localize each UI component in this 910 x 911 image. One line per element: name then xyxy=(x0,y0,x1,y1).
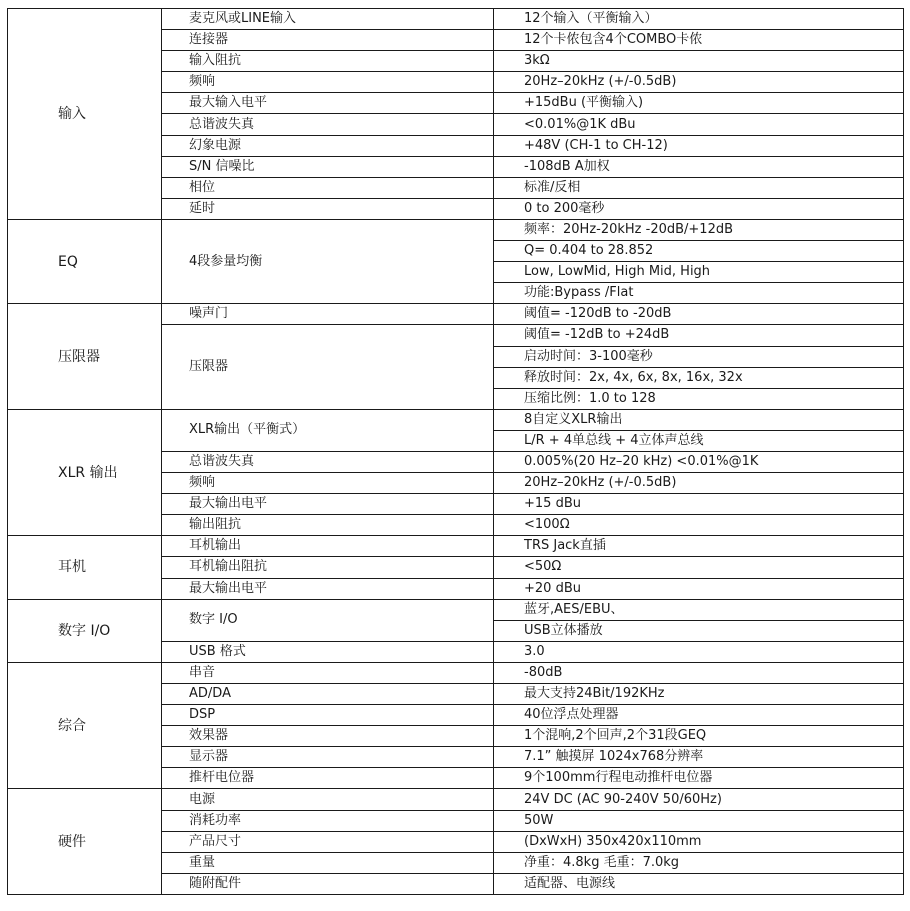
param-value: 蓝牙,AES/EBU、 xyxy=(494,599,904,620)
param-value: USB立体播放 xyxy=(494,620,904,641)
spec-row xyxy=(8,662,904,683)
spec-row xyxy=(8,536,904,557)
param-value: TRS Jack直插 xyxy=(494,536,904,557)
param-value: (DxWxH) 350x420x110mm xyxy=(494,831,904,852)
param-name: 效果器 xyxy=(162,726,494,747)
param-name: 最大输入电平 xyxy=(162,93,494,114)
param-value: 20Hz–20kHz (+/-0.5dB) xyxy=(494,72,904,93)
param-name: 随附配件 xyxy=(162,873,494,894)
param-name: 数字 I/O xyxy=(162,599,494,641)
param-name: 压限器 xyxy=(162,325,494,409)
param-name: 串音 xyxy=(162,662,494,683)
param-value: 功能:Bypass /Flat xyxy=(494,283,904,304)
param-name: 输出阻抗 xyxy=(162,515,494,536)
section-name: XLR 输出 xyxy=(8,409,162,536)
param-value: 适配器、电源线 xyxy=(494,873,904,894)
param-name: XLR输出（平衡式） xyxy=(162,409,494,451)
param-name: 频响 xyxy=(162,72,494,93)
param-value: 最大支持24Bit/192KHz xyxy=(494,684,904,705)
spec-row xyxy=(8,9,904,30)
param-value: 12个输入（平衡输入） xyxy=(494,9,904,30)
param-name: 耳机输出阻抗 xyxy=(162,557,494,578)
param-value: <0.01%@1K dBu xyxy=(494,114,904,135)
spec-row xyxy=(8,789,904,810)
param-name: 电源 xyxy=(162,789,494,810)
section-name: 耳机 xyxy=(8,536,162,599)
param-value: 频率：20Hz-20kHz -20dB/+12dB xyxy=(494,219,904,240)
param-name: 输入阻抗 xyxy=(162,51,494,72)
param-value: 1个混响,2个回声,2个31段GEQ xyxy=(494,726,904,747)
param-value: 40位浮点处理器 xyxy=(494,705,904,726)
param-name: 重量 xyxy=(162,852,494,873)
param-name: 噪声门 xyxy=(162,304,494,325)
param-value: +15 dBu xyxy=(494,494,904,515)
param-name: USB 格式 xyxy=(162,641,494,662)
param-value: 12个卡侬包含4个COMBO卡侬 xyxy=(494,30,904,51)
param-name: 耳机输出 xyxy=(162,536,494,557)
param-value: 3kΩ xyxy=(494,51,904,72)
param-value: 阈值= -120dB to -20dB xyxy=(494,304,904,325)
param-name: 4段参量均衡 xyxy=(162,219,494,303)
param-name: 最大输出电平 xyxy=(162,494,494,515)
param-value: 8自定义XLR输出 xyxy=(494,409,904,430)
param-name: 连接器 xyxy=(162,30,494,51)
param-value: 3.0 xyxy=(494,641,904,662)
spec-row xyxy=(8,304,904,325)
param-value: L/R + 4单总线 + 4立体声总线 xyxy=(494,430,904,451)
param-value: 启动时间：3-100毫秒 xyxy=(494,346,904,367)
param-value: Q= 0.404 to 28.852 xyxy=(494,241,904,262)
param-value: 7.1” 触摸屏 1024x768分辨率 xyxy=(494,747,904,768)
param-name: 最大输出电平 xyxy=(162,578,494,599)
param-value: 标准/反相 xyxy=(494,177,904,198)
param-name: 延时 xyxy=(162,198,494,219)
section-name: 硬件 xyxy=(8,789,162,894)
spec-table xyxy=(7,8,904,895)
param-name: 显示器 xyxy=(162,747,494,768)
param-name: 产品尺寸 xyxy=(162,831,494,852)
param-value: 50W xyxy=(494,810,904,831)
spec-table-body xyxy=(8,9,904,895)
param-value: -108dB A加权 xyxy=(494,156,904,177)
param-name: 消耗功率 xyxy=(162,810,494,831)
param-name: 频响 xyxy=(162,473,494,494)
param-name: AD/DA xyxy=(162,684,494,705)
section-name: 输入 xyxy=(8,9,162,220)
param-name: DSP xyxy=(162,705,494,726)
param-value: -80dB xyxy=(494,662,904,683)
spec-row xyxy=(8,409,904,430)
param-value: 0.005%(20 Hz–20 kHz) <0.01%@1K xyxy=(494,451,904,472)
param-name: 幻象电源 xyxy=(162,135,494,156)
param-value: 阈值= -12dB to +24dB xyxy=(494,325,904,346)
param-value: <50Ω xyxy=(494,557,904,578)
section-name: 数字 I/O xyxy=(8,599,162,662)
section-name: EQ xyxy=(8,219,162,303)
param-value: 20Hz–20kHz (+/-0.5dB) xyxy=(494,473,904,494)
param-value: 净重：4.8kg 毛重：7.0kg xyxy=(494,852,904,873)
param-value: 释放时间：2x, 4x, 6x, 8x, 16x, 32x xyxy=(494,367,904,388)
section-name: 综合 xyxy=(8,662,162,789)
param-value: +48V (CH-1 to CH-12) xyxy=(494,135,904,156)
param-value: 9个100mm行程电动推杆电位器 xyxy=(494,768,904,789)
param-name: 相位 xyxy=(162,177,494,198)
param-value: <100Ω xyxy=(494,515,904,536)
spec-row xyxy=(8,219,904,240)
param-value: 0 to 200毫秒 xyxy=(494,198,904,219)
param-value: 压缩比例：1.0 to 128 xyxy=(494,388,904,409)
param-value: 24V DC (AC 90-240V 50/60Hz) xyxy=(494,789,904,810)
param-name: 总谐波失真 xyxy=(162,451,494,472)
param-value: +20 dBu xyxy=(494,578,904,599)
param-value: +15dBu (平衡输入) xyxy=(494,93,904,114)
section-name: 压限器 xyxy=(8,304,162,409)
param-name: S/N 信噪比 xyxy=(162,156,494,177)
param-name: 总谐波失真 xyxy=(162,114,494,135)
param-name: 麦克风或LINE输入 xyxy=(162,9,494,30)
param-value: Low, LowMid, High Mid, High xyxy=(494,262,904,283)
param-name: 推杆电位器 xyxy=(162,768,494,789)
spec-row xyxy=(8,599,904,620)
